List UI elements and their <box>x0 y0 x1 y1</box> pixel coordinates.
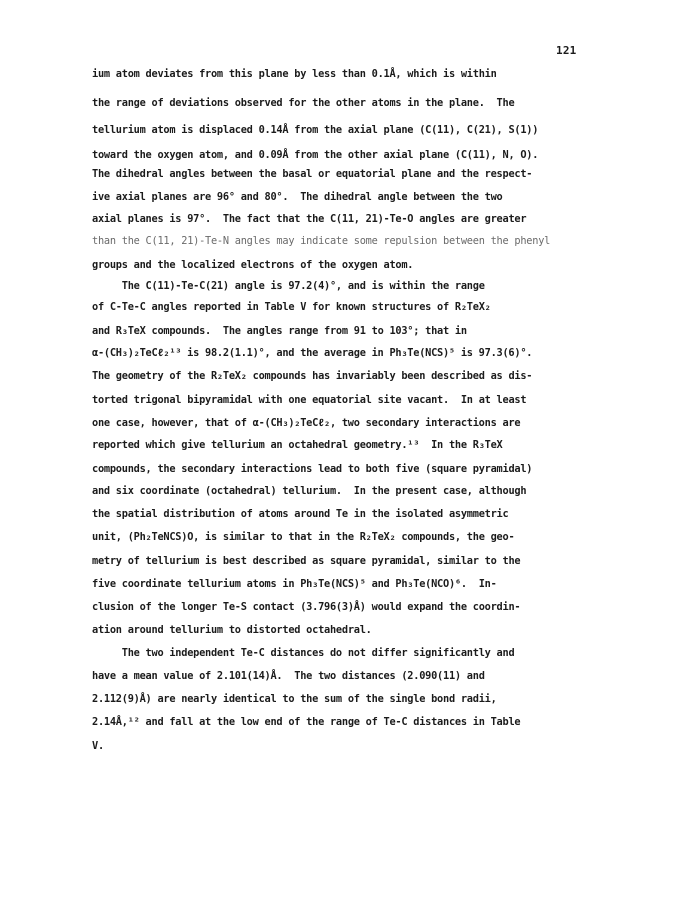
body-line: The two independent Te-C distances do not differ significantly and <box>92 647 515 659</box>
body-line: the range of deviations observed for the other atoms in the plane. The <box>92 97 515 109</box>
body-line: than the C(11, 21)-Te-N angles may indicate some repulsion between the phenyl <box>92 235 551 247</box>
body-line: and six coordinate (octahedral) tellurium. In the present case, although <box>92 485 527 497</box>
body-line: one case, however, that of α-(CH₃)₂TeCℓ₂, two secondary interactions are <box>92 417 521 429</box>
body-line: the spatial distribution of atoms around Te in the isolated asymmetric <box>92 508 509 520</box>
body-line: V. <box>92 740 104 752</box>
body-line: toward the oxygen atom, and 0.09Å from the other axial plane (C(11), N, O). <box>92 149 539 161</box>
body-line: α-(CH₃)₂TeCℓ₂¹³ is 98.2(1.1)°, and the average in Ph₃Te(NCS)⁵ is 97.3(6)°. <box>92 347 533 359</box>
body-line: clusion of the longer Te-S contact (3.796(3)Å) would expand the coordin- <box>92 601 521 613</box>
body-line: unit, (Ph₂TeNCS)O, is similar to that in the R₂TeX₂ compounds, the geo- <box>92 531 515 543</box>
body-line: metry of tellurium is best described as square pyramidal, similar to the <box>92 555 521 567</box>
body-line: 2.112(9)Å) are nearly identical to the sum of the single bond radii, <box>92 693 497 705</box>
body-line: reported which give tellurium an octahedral geometry.¹³ In the R₃TeX <box>92 439 503 451</box>
body-line: The geometry of the R₂TeX₂ compounds has invariably been described as dis- <box>92 370 533 382</box>
page-number: 121 <box>556 44 577 57</box>
body-line: axial planes is 97°. The fact that the C(11, 21)-Te-O angles are greater <box>92 213 527 225</box>
body-line: compounds, the secondary interactions lead to both five (square pyramidal) <box>92 463 533 475</box>
body-line: ium atom deviates from this plane by less than 0.1Å, which is within <box>92 68 497 80</box>
body-line: The C(11)-Te-C(21) angle is 97.2(4)°, and is within the range <box>92 280 485 292</box>
body-line: tellurium atom is displaced 0.14Å from the axial plane (C(11), C(21), S(1)) <box>92 124 539 136</box>
body-line: The dihedral angles between the basal or equatorial plane and the respect- <box>92 168 533 180</box>
body-line: 2.14Å,¹² and fall at the low end of the range of Te-C distances in Table <box>92 716 521 728</box>
body-line: torted trigonal bipyramidal with one equatorial site vacant. In at least <box>92 394 527 406</box>
body-line: groups and the localized electrons of the oxygen atom. <box>92 259 414 271</box>
body-line: have a mean value of 2.101(14)Å. The two distances (2.090(11) and <box>92 670 485 682</box>
body-line: five coordinate tellurium atoms in Ph₃Te(NCS)⁵ and Ph₃Te(NCO)⁶. In- <box>92 578 497 590</box>
body-line: ation around tellurium to distorted octahedral. <box>92 624 372 636</box>
body-line: of C-Te-C angles reported in Table V for known structures of R₂TeX₂ <box>92 301 491 313</box>
body-line: and R₃TeX compounds. The angles range from 91 to 103°; that in <box>92 325 467 337</box>
body-line: ive axial planes are 96° and 80°. The dihedral angle between the two <box>92 191 503 203</box>
